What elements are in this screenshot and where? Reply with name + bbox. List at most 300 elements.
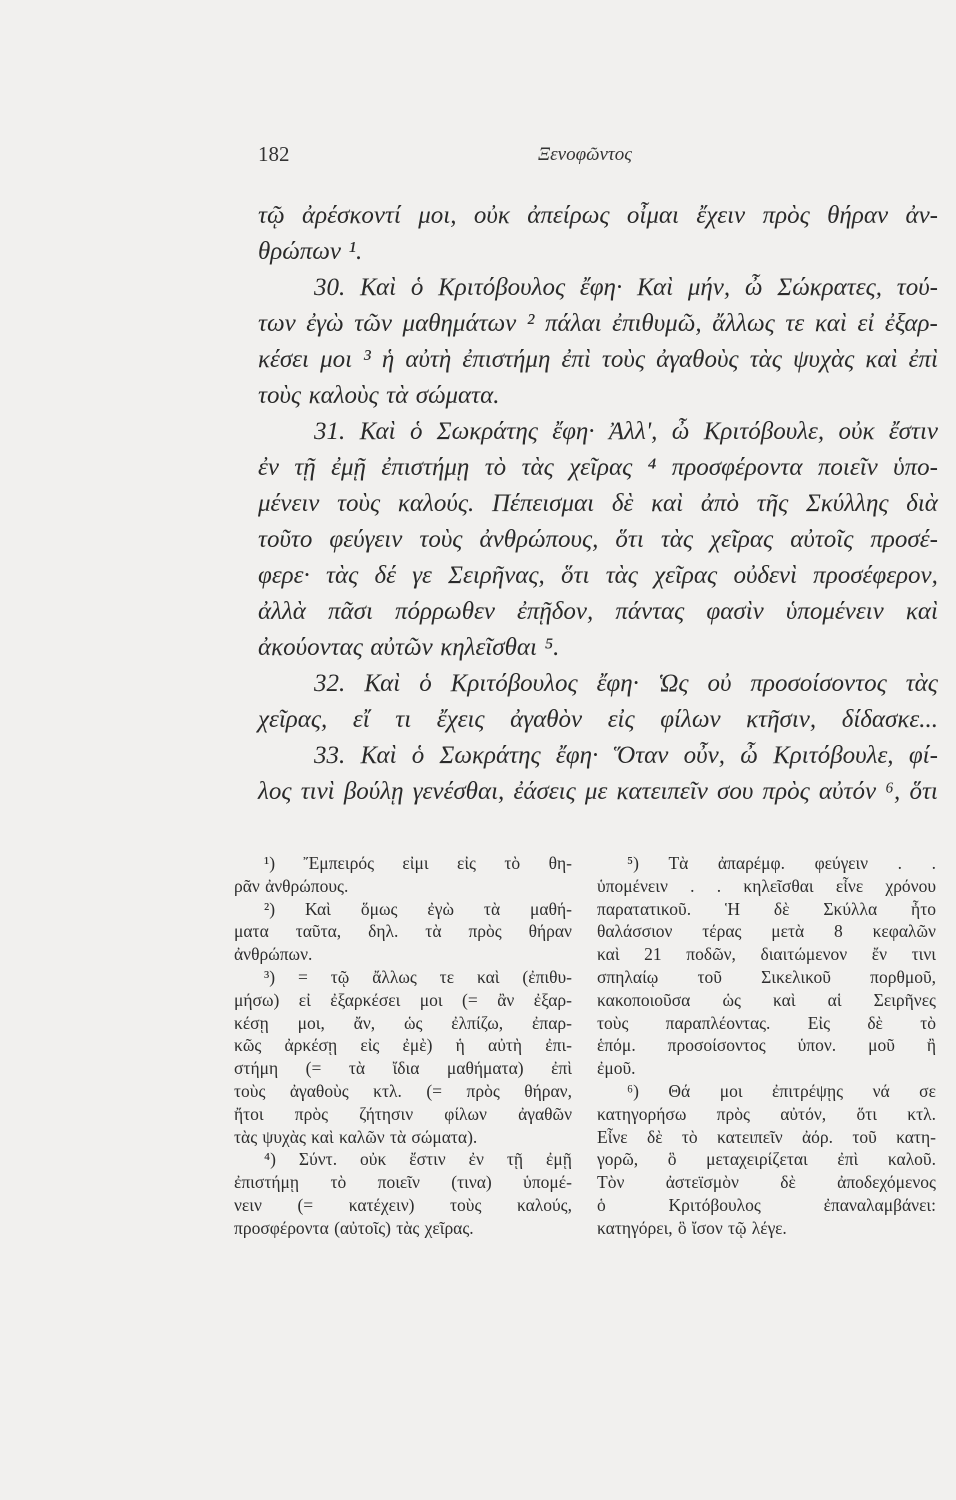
word: Σκύλλης [805,490,889,517]
footnote-line [234,943,572,966]
word: ἐπὶ [551,1058,572,1079]
word: χεῖρας. [424,1217,474,1238]
word: Σύντ. [298,1149,338,1170]
word: σπηλαίῳ [597,966,659,987]
word: οὐδενὶ [733,562,797,589]
word: Καὶ [305,898,331,919]
word: Κριτόβουλος [438,274,566,301]
word: καὶ [865,346,898,373]
word: ὁ [597,1194,606,1215]
word: ἐμὲ) [402,1035,433,1056]
footnote-line [234,920,572,943]
word: (ἐπιθυ- [522,966,572,987]
word: (= [426,1080,443,1101]
word: Σικελικοῦ [761,966,831,987]
word: ὁ [409,418,423,445]
word: καὶ [651,490,684,517]
word: ⁵. [544,634,560,661]
word: κῶς [234,1035,262,1056]
word: ἐμῇ [331,454,366,481]
word: Εἶνε [597,1126,628,1147]
word: εἰς [607,706,635,733]
word: (= [462,989,478,1010]
word: ἀγαθῶν [518,1103,572,1124]
footnote-line [597,898,936,921]
word: γορῶ, [597,1149,639,1170]
word: τε [439,966,455,987]
word: ¹. [348,238,363,265]
word: κεφαλῶν [872,921,936,942]
footnote-line [597,1148,936,1171]
word: (τινα) [451,1172,492,1193]
word: 8 [834,921,843,942]
word: καλῶν [338,1126,385,1147]
word: προσφέροντα [234,1217,329,1238]
text-line [258,666,938,702]
word: Καὶ [359,418,396,445]
word: τοὺς [337,490,381,517]
word: τού- [896,274,938,301]
word: σώματα). [411,1126,478,1147]
word: Σώκρατες, [777,274,882,301]
word: δὲ [867,1012,883,1033]
word: τοὺς [597,1012,629,1033]
word: ἐπαρ- [532,1012,572,1033]
footnote-line [597,1171,936,1194]
word: προσέφερον, [813,562,938,589]
word: . [690,875,695,896]
word: Καὶ [360,742,397,769]
word: Κριτόβουλε, [773,742,894,769]
footnote-line [597,943,936,966]
running-title: Ξενοφῶντος [538,144,632,165]
word: τὸ [330,1172,347,1193]
word: ἐπὶ [837,1149,859,1170]
word: τοῦτο [258,526,313,553]
word: σώματα. [415,382,500,409]
word: τῷ [258,202,285,229]
word: ἐν [468,1149,484,1170]
word: ὁ [411,742,425,769]
word: τὸ [681,1126,698,1147]
word: εἰμι [402,853,429,873]
word: κτῆσιν, [746,706,817,733]
word: = [297,966,308,987]
word: ἔφη· [555,742,599,769]
word: ἐν [258,454,279,481]
word: ἔφη· [552,418,595,445]
word: με [584,778,608,805]
text-line [258,522,938,558]
word: ἀποδεχόμενος [837,1172,936,1193]
word: κηλεῖσθαι [743,875,814,896]
word: ὡς [403,1012,423,1033]
text-line [258,738,938,774]
footnote-line [234,852,572,875]
word: ὦ [671,418,690,445]
word: ἄν, [353,1012,376,1033]
word: ὑπομένειν [785,598,884,625]
word: εἰ [298,989,311,1010]
footnote-line [234,1194,572,1217]
footnote-line [234,989,572,1012]
footnote-line [234,1034,572,1057]
word: μαθημάτων [402,310,517,337]
word: πρὸς [762,202,810,229]
word: σε [919,1080,936,1101]
word: Θά [668,1080,691,1101]
word: τὰ [425,921,442,942]
word: τὰς [749,346,782,373]
footnote-line [597,989,936,1012]
word: Σκύλλα [823,898,878,919]
word: Ὅταν [613,742,669,769]
word: ἀνθρώπους, [479,526,599,553]
word: μαθήματα) [446,1058,524,1079]
footnote-line [234,875,572,898]
word: Ἡ [724,898,740,919]
word: τὰ [386,382,409,409]
word: θη- [548,853,572,873]
text-line [258,774,938,810]
word: Ἀλλ', [608,418,658,445]
word: μετὰ [771,921,805,942]
text-line [258,378,938,414]
word: παρατατικοῦ. [597,898,692,919]
word: καὶ [773,989,796,1010]
word: Κριτόβουλος [450,670,578,697]
word: ἦτο [911,898,936,919]
word: χεῖρας [569,454,633,481]
word: στήμη [234,1058,279,1079]
word: . [897,853,903,873]
word: χεῖρας [710,526,774,553]
word: τοὺς [234,1080,266,1101]
word: Κριτόβουλος [668,1194,761,1215]
word: τῇ [506,1149,524,1170]
text-line [258,450,938,486]
word: ἀλλὰ [258,598,306,625]
word: πάντας [615,598,685,625]
word: τὰς [234,1126,258,1147]
word: κατειπεῖν [616,778,708,805]
word: πόρρωθεν [395,598,495,625]
word: μοι [419,989,443,1010]
word: ² [526,310,535,337]
word: μοι [320,346,353,373]
word: οἶμαι [626,202,679,229]
word: οὐκ [838,418,875,445]
word: ποιεῖν [377,1172,420,1193]
word: Καὶ [360,274,397,301]
text-line [258,630,938,666]
word: ἔφη· [596,670,639,697]
word: φασὶν [706,598,764,625]
word: κηλεῖσθαι [440,634,537,661]
word: κέσῃ [234,1012,269,1033]
word: ἐξαρ- [533,989,572,1010]
word: πᾶσι [328,598,373,625]
footnote-line [234,1012,572,1035]
word: ποιεῖν [817,454,878,481]
footnotes-left-column [234,852,572,1240]
word: τὸ [920,1012,936,1033]
word: καὶ [476,966,500,987]
word: αὐτοῖς [790,526,854,553]
word: ἢ [926,1035,936,1056]
word: ³) [264,966,276,987]
word: ὦ [740,742,758,769]
word: καὶ [905,598,938,625]
word: ⁴) [264,1149,276,1170]
word: εἶνε [835,875,864,896]
word: ἀρέσκοντί [302,202,401,229]
footnote-line [234,1171,572,1194]
word: ἐπῇδον, [517,598,594,625]
word: ὅτι [909,778,938,805]
word: ὅμως [360,898,398,919]
word: ρᾶν [234,875,260,896]
word: τοὺς [601,346,645,373]
word: φεύγειν [814,853,869,873]
word: 31. [314,418,346,445]
footnote-line [234,1148,572,1171]
word: ὁ [410,274,424,301]
word: δηλ. [368,921,399,942]
word: ἔστιν [888,418,938,445]
word: Κριτόβουλε, [703,418,825,445]
word: πρὸς [762,778,810,805]
word: ἴσον [691,1217,723,1238]
word: τὰς [605,562,638,589]
word: δὲ [773,898,790,919]
word: τὰς [521,454,554,481]
word: κατηγόρει, [597,1217,673,1238]
word: ἐξαρ- [884,310,938,337]
word: ἀρκέσῃ [284,1035,338,1056]
word: διὰ [906,490,938,517]
word: ἐμῇ [546,1149,572,1170]
word: ³ [363,346,371,373]
word: κατη- [896,1126,936,1147]
word: ἔχεις [436,706,485,733]
word: χρόνου [885,875,936,896]
word: (= [297,1194,314,1215]
word: ὅτι [615,526,644,553]
word: 21 [644,944,662,965]
word: τινὶ [300,778,335,805]
word: τὰ [483,898,501,919]
word: θαλάσσιον [597,921,673,942]
word: ἡ [381,346,395,373]
word: Σωκράτης [436,418,538,445]
word: ἔστιν [409,1149,446,1170]
word: θρώπων [258,238,341,265]
word: τὰς [905,670,938,697]
word: κέσει [258,346,309,373]
word: δὲ [780,1172,796,1193]
word: κατέχειν) [348,1194,415,1215]
word: οὐκ [473,202,510,229]
word: ἀγαθοὺς [656,346,739,373]
word: μαθή- [530,898,572,919]
word: . [931,853,936,873]
footnote-line [234,1217,572,1240]
word: αὐτόν [818,778,877,805]
word: ἀγαθοὺς [289,1080,349,1101]
word: ⁵) [627,853,639,873]
word: πορθμοῦ, [870,966,936,987]
word: ἄλλως [372,966,417,987]
word: βούλῃ [343,778,404,805]
word: λος [258,778,292,805]
word: ἴδια [392,1058,420,1079]
word: οὐ [707,670,732,697]
word: ὃ [677,1217,687,1238]
footnote-line [234,1057,572,1080]
word: τέρας [702,921,742,942]
word: ἐπαναλαμβάνει: [823,1194,936,1215]
word: θήραν, [524,1080,572,1101]
word: Καὶ [364,670,401,697]
footnote-line [597,920,936,943]
word: νά [872,1080,890,1101]
word: εἴ [352,706,370,733]
word: ἐπὶ [561,346,591,373]
word: πάλαι [544,310,602,337]
word: τῷ [330,966,350,987]
footnote-line [597,875,936,898]
word: θήραν [528,921,572,942]
word: δέ [374,562,396,589]
word: τοὺς [419,526,463,553]
word: οὐκ [360,1149,387,1170]
footnote-line [597,1057,936,1080]
footnote-line [597,1126,936,1149]
word: Σειρῆνες [873,989,936,1010]
word: (= [305,1058,322,1079]
word: ⁶, [885,778,901,805]
word: ¹) [264,853,276,873]
word: τὰ [348,1058,366,1079]
word: δίδασκε... [841,706,938,733]
word: ἐγὼ [306,310,344,337]
word: κτλ. [373,1080,402,1101]
word: ἐμοῦ. [597,1058,636,1079]
footnote-line [234,1103,572,1126]
word: καὶ [597,944,620,965]
word: ἔφη· [579,274,623,301]
word: ματα [234,921,269,942]
word: ἐάσεις [513,778,576,805]
footnote-line [234,1126,572,1149]
word: τὰς [660,526,694,553]
word: ἀνθρώπων. [234,944,313,965]
footnotes-right-column [597,852,936,1240]
word: φί- [908,742,938,769]
word: Τὰ [668,853,689,873]
text-line [258,198,938,234]
word: εἰ [857,310,875,337]
word: αὐτόν, [780,1103,827,1124]
word: ²) [264,898,276,919]
word: ἐπιστήμη [462,346,551,373]
word: ὑπομένειν [597,875,668,896]
word: δὲ [646,1126,663,1147]
word: ζήτησιν [359,1103,414,1124]
word: ὃ [667,1149,677,1170]
word: ὅτι [856,1103,877,1124]
word: μεταχειρίζεται [706,1149,808,1170]
footnote-line [597,1080,936,1103]
text-line [258,414,938,450]
word: Σωκράτης [439,742,541,769]
word: καλούς, [516,1194,572,1215]
word: ψυχὰς [793,346,855,373]
word: τι [395,706,412,733]
word: τοῦ [852,1126,877,1147]
word: Πέπεισμαι [491,490,595,517]
word: καλοῦ. [887,1149,936,1170]
word: τὸ [484,454,507,481]
word: τὰς [396,1217,420,1238]
word: φεύγειν [329,526,403,553]
footnote-line [234,966,572,989]
word: ἂν [497,989,515,1010]
word: προσοίσοντος [667,1035,766,1056]
word: φίλων [444,1103,487,1124]
word: τῶν [354,310,392,337]
word: εἰς [456,853,476,873]
text-line [258,702,938,738]
word: κατειπεῖν [716,1126,783,1147]
footnote-line [597,1103,936,1126]
word: τῆς [756,490,789,517]
word: τὰς [326,562,359,589]
word: τὰ [389,1126,407,1147]
word: φίλων [660,706,721,733]
word: τῷ [727,1217,747,1238]
word: γε [412,562,432,589]
word: παραπλέοντας. [665,1012,771,1033]
word: Σειρῆνας, [448,562,545,589]
word: διαιτώμενον [760,944,848,965]
word: χεῖρας, [258,706,328,733]
word: προσέ- [870,526,938,553]
main-text [258,198,938,810]
text-line [258,234,938,270]
word: ἀκούοντας [258,634,363,661]
footnote-line [597,852,936,875]
word: πρὸς [466,1080,500,1101]
word: κτλ. [907,1103,936,1124]
word: πρὸς [294,1103,329,1124]
word: δὲ [611,490,634,517]
word: εἰς [360,1035,380,1056]
text-line [258,306,938,342]
word: μένειν [258,490,320,517]
word: ὡς [722,989,741,1010]
word: πρὸς [468,921,502,942]
word: τοὺς [450,1194,482,1215]
word: ὑπον. [797,1035,837,1056]
word: ὑπο- [893,454,938,481]
word: ἔχειν [696,202,746,229]
word: καὶ [814,310,847,337]
word: καλούς. [397,490,475,517]
word: σου [717,778,754,805]
word: καὶ [311,1126,334,1147]
